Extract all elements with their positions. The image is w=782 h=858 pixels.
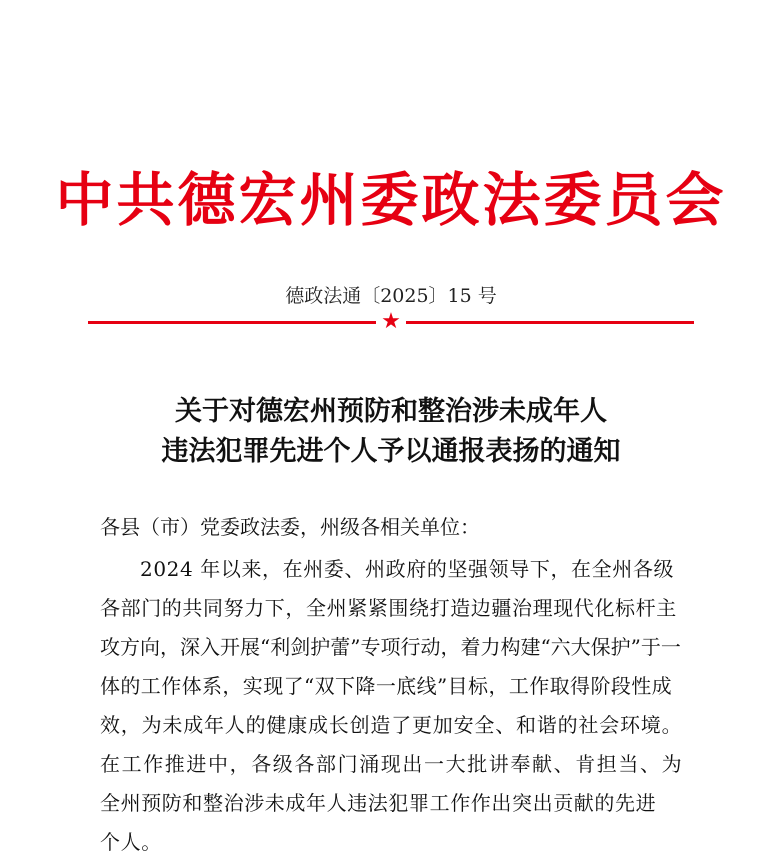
body-line-8: 个人。: [100, 830, 162, 854]
body-line-5: 效，为未成年人的健康成长创造了更加安全、和谐的社会环境。: [100, 713, 683, 737]
document-number: 德政法通〔2025〕15 号: [285, 285, 497, 307]
body-line-3: 攻方向，深入开展“利剑护蕾”专项行动，着力构建“六大保护”于一: [100, 635, 681, 659]
body-line-7: 全州预防和整治涉未成年人违法犯罪工作作出突出贡献的先进: [100, 791, 657, 815]
body-line-2: 各部门的共同努力下，全州紧紧围绕打造边疆治理现代化标杆主: [100, 596, 677, 620]
star-icon: ★: [381, 309, 401, 334]
notice-title-line-2: 违法犯罪先进个人予以通报表扬的通知: [161, 436, 621, 467]
issuing-organization-title: 中共德宏州委政法委员会: [55, 166, 727, 234]
red-divider-left: [88, 321, 376, 324]
red-divider-right: [406, 321, 694, 324]
body-line-6: 在工作推进中，各级各部门涌现出一大批讲奉献、肯担当、为: [100, 752, 684, 776]
salutation: 各县（市）党委政法委，州级各相关单位：: [100, 515, 480, 539]
notice-title-line-1: 关于对德宏州预防和整治涉未成年人: [175, 396, 607, 427]
notice-title: [0, 392, 782, 472]
body-line-4: 体的工作体系，实现了“双下降一底线”目标，工作取得阶段性成: [100, 674, 673, 698]
body-line-1: 2024 年以来，在州委、州政府的坚强领导下，在全州各级: [140, 557, 675, 581]
